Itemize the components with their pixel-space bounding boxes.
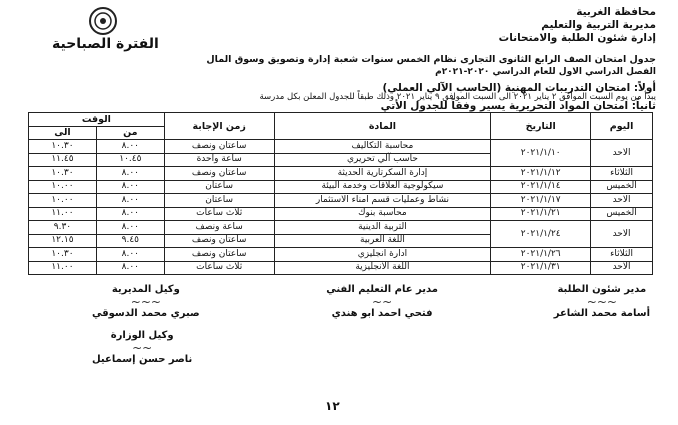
header-to: الى <box>29 126 97 140</box>
row-subject: نشاط وعمليات قسم امناء الاستثمار <box>274 194 491 208</box>
exam-table <box>28 112 653 275</box>
row-to: ١٠.٣٠ <box>29 167 97 181</box>
row-date: ٢٠٢١/١/١٧ <box>491 194 591 208</box>
semester-title: الفصل الدراسي الاول للعام الدراسي ٢٠٢٠-٢٠٢١م <box>435 67 656 77</box>
row-date: ٢٠٢١/١/٢٦ <box>491 248 591 262</box>
row-from: ٨.٠٠ <box>96 248 164 262</box>
row-from: ٨.٠٠ <box>96 207 164 221</box>
header-duration: زمن الإجابة <box>164 113 274 140</box>
row-subject: محاسبة التكاليف <box>274 140 491 154</box>
signature-title: مدير عام التعليم الفني <box>326 284 438 295</box>
row-duration: ساعتان ونصف <box>164 140 274 154</box>
row-duration: ساعتان ونصف <box>164 234 274 248</box>
signature-title: مدير شئون الطلبة <box>557 284 647 295</box>
section-one-heading: أولاً: امتحان التدريبات المهنية (الحاسب الآلي العملي) <box>382 82 656 94</box>
row-subject: حاسب آلي تحريري <box>274 153 491 167</box>
handwritten-signature-icon: ~~~ <box>130 295 161 309</box>
row-date: ٢٠٢١/١/٢١ <box>491 207 591 221</box>
row-to: ١٢.١٥ <box>29 234 97 248</box>
row-day: الخميس <box>591 180 653 194</box>
signature-tech-education <box>326 284 438 319</box>
row-subject: محاسبة بنوك <box>274 207 491 221</box>
row-to: ١٠.٣٠ <box>29 140 97 154</box>
signature-title: وكيل المديرية <box>111 284 180 295</box>
section-two-heading: ثانياً: امتحان المواد التحريرية يسير وفقاً للجدول الأتي <box>380 100 656 112</box>
table-row <box>29 194 653 208</box>
directorate-name: مديرية التربية والتعليم <box>541 19 656 31</box>
signature-name: فتحي احمد ابو هندي <box>331 308 433 319</box>
row-subject: ادارة انجليزي <box>274 248 491 262</box>
row-from: ٨.٠٠ <box>96 221 164 235</box>
table-row <box>29 221 653 235</box>
page-number: ١٢ <box>325 399 340 413</box>
header-subject: المادة <box>274 113 491 140</box>
signature-name: أسامة محمد الشاعر <box>553 308 650 319</box>
row-duration: ثلاث ساعات <box>164 261 274 275</box>
row-date: ٢٠٢١/١/٢٤ <box>491 221 591 248</box>
row-duration: ساعة ونصف <box>164 221 274 235</box>
schedule-title: جدول امتحان الصف الرابع الثانوى التجارى نظام الخمس سنوات شعبة إدارة وتصويق وسوق المال <box>206 54 656 65</box>
header-date: التاريخ <box>491 113 591 140</box>
row-day: الاحد <box>591 261 653 275</box>
row-duration: ساعتان <box>164 194 274 208</box>
table-row <box>29 180 653 194</box>
table-header-row <box>29 113 653 127</box>
signature-title: وكيل الوزارة <box>110 330 174 341</box>
row-from: ٨.٠٠ <box>96 180 164 194</box>
row-to: ١١.٤٥ <box>29 153 97 167</box>
row-to: ١٠.٠٠ <box>29 194 97 208</box>
row-to: ١١.٠٠ <box>29 207 97 221</box>
header-time: الوقت <box>29 113 165 127</box>
row-to: ١٠.٠٠ <box>29 180 97 194</box>
row-from: ٨.٠٠ <box>96 140 164 154</box>
period-label: الفترة الصباحية <box>52 36 159 52</box>
department-name: إدارة شئون الطلبة والامتحانات <box>498 32 656 44</box>
row-from: ٨.٠٠ <box>96 261 164 275</box>
row-subject: التربية الدينية <box>274 221 491 235</box>
row-date: ٢٠٢١/١/١٠ <box>491 140 591 167</box>
signature-student-affairs <box>554 284 650 319</box>
table-row <box>29 140 653 154</box>
row-from: ١٠.٤٥ <box>96 153 164 167</box>
row-day: الاحد <box>591 194 653 208</box>
table-row <box>29 167 653 181</box>
signature-directorate-deputy <box>92 284 200 319</box>
table-row <box>29 207 653 221</box>
row-subject: سيكولوجية العلاقات وخدمة البيئة <box>274 180 491 194</box>
section-one-note: يبدأ من يوم السبت الموافق ٢ يناير ٢٠٢١ الى السبت الموافق ٩ يناير ٢٠٢١ وذلك طبقاً للجدول المعلن بكل مدرسة <box>259 92 656 102</box>
header-from: من <box>96 126 164 140</box>
row-from: ٩.٤٥ <box>96 234 164 248</box>
row-duration: ساعتان <box>164 180 274 194</box>
row-subject: إدارة السكرتارية الحديثة <box>274 167 491 181</box>
row-to: ١٠.٣٠ <box>29 248 97 262</box>
row-duration: ساعتان ونصف <box>164 167 274 181</box>
row-date: ٢٠٢١/١/١٤ <box>491 180 591 194</box>
row-from: ٨.٠٠ <box>96 167 164 181</box>
row-date: ٢٠٢١/١/١٢ <box>491 167 591 181</box>
row-day: الخميس <box>591 207 653 221</box>
signature-name: صبري محمد الدسوقي <box>92 308 200 319</box>
handwritten-signature-icon: ~~ <box>372 295 393 309</box>
governorate-name: محافظة الغربية <box>576 6 656 18</box>
row-subject: اللغة الانجليزية <box>274 261 491 275</box>
row-to: ٩.٣٠ <box>29 221 97 235</box>
row-day: الاحد <box>591 140 653 167</box>
ministry-emblem-icon <box>88 6 118 36</box>
row-day: الثلاثاء <box>591 167 653 181</box>
row-to: ١١.٠٠ <box>29 261 97 275</box>
row-subject: اللغة العربية <box>274 234 491 248</box>
table-row <box>29 261 653 275</box>
table-row <box>29 248 653 262</box>
row-day: الاحد <box>591 221 653 248</box>
header-day: اليوم <box>591 113 653 140</box>
header-authority <box>499 6 656 45</box>
handwritten-signature-icon: ~~ <box>132 341 153 355</box>
handwritten-signature-icon: ~~~ <box>586 295 617 309</box>
row-duration: ساعة واحدة <box>164 153 274 167</box>
row-date: ٢٠٢١/١/٣١ <box>491 261 591 275</box>
row-day: الثلاثاء <box>591 248 653 262</box>
row-duration: ساعتان ونصف <box>164 248 274 262</box>
signature-ministry-deputy <box>92 330 192 365</box>
row-from: ٨.٠٠ <box>96 194 164 208</box>
row-duration: ثلاث ساعات <box>164 207 274 221</box>
signature-name: ناصر حسن إسماعيل <box>92 354 193 365</box>
